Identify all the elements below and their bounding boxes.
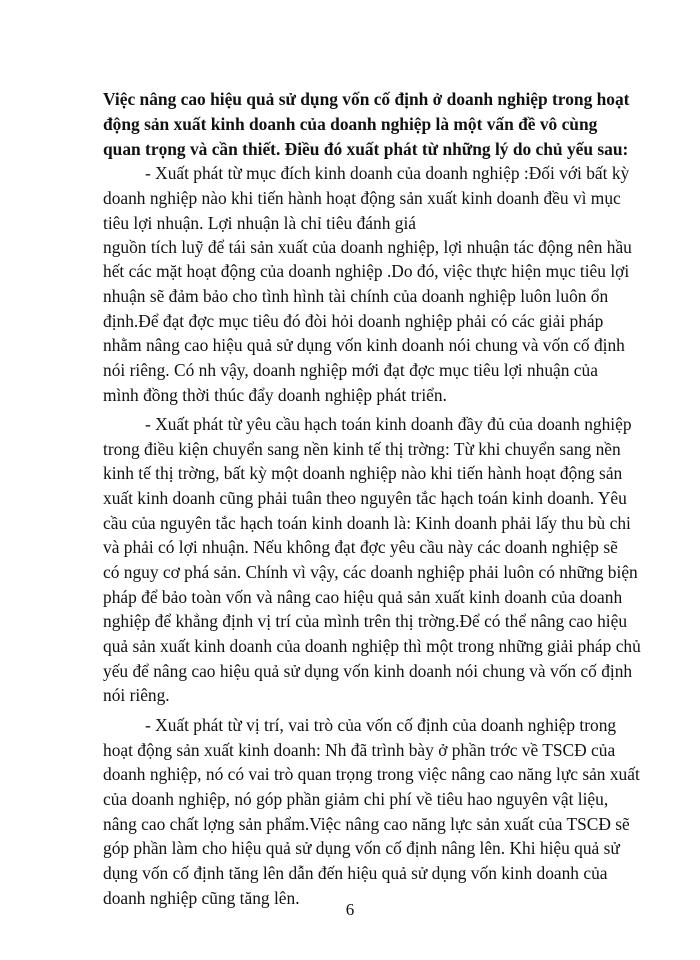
text-line: nhuận sẽ đảm bảo cho tình hình tài chính của doanh nghiệp luôn luôn ổn: [103, 286, 609, 306]
text-line: hoạt động sản xuất kinh doanh: Nh đã trình bày ở phần trớc về TSCĐ của: [103, 740, 616, 760]
text-line: mình đồng thời thúc đẩy doanh nghiệp phát triển.: [103, 385, 447, 405]
text-line: quan trọng và cần thiết. Điều đó xuất phát từ những lý do chủ yếu sau:: [103, 139, 629, 159]
text-line: doanh nghiệp nào khi tiến hành hoạt động sản xuất kinh doanh đều vì mục: [103, 188, 621, 208]
text-line: cầu của nguyên tắc hạch toán kinh doanh là: Kinh doanh phải lấy thu bù chi: [103, 513, 631, 533]
text-line: kinh tế thị trờng, bất kỳ một doanh nghiệp nào khi tiến hành hoạt động sản: [103, 463, 623, 483]
text-line: hết các mặt hoạt động của doanh nghiệp .Do đó, việc thực hiện mục tiêu lợi: [103, 261, 630, 281]
text-line: nghiệp để khẳng định vị trí của mình trên thị trờng.Để có thể nâng cao hiệu: [103, 611, 628, 631]
text-line: động sản xuất kinh doanh của doanh nghiệp là một vấn đề vô cùng: [103, 114, 598, 134]
text-line: xuất kinh doanh cũng phải tuân theo nguyên tắc hạch toán kinh doanh. Yêu: [103, 488, 627, 508]
text-line: của doanh nghiệp, nó góp phần giảm chi phí về tiêu hao nguyên vật liệu,: [103, 789, 609, 809]
text-line: - Xuất phát từ yêu cầu hạch toán kinh doanh đầy đủ của doanh nghiệp: [145, 414, 632, 434]
text-line: tiêu lợi nhuận. Lợi nhuận là chỉ tiêu đánh giá: [103, 213, 416, 233]
text-line: doanh nghiệp cũng tăng lên.: [103, 888, 300, 908]
text-line: nói riêng. Có nh vậy, doanh nghiệp mới đạt đợc mục tiêu lợi nhuận của: [103, 360, 598, 380]
text-line: pháp để bảo toàn vốn và nâng cao hiệu quả sản xuất kinh doanh của doanh: [103, 587, 623, 607]
text-line: quả sản xuất kinh doanh của doanh nghiệp thì một trong những giải pháp chủ: [103, 636, 641, 656]
text-line: nguồn tích luỹ để tái sản xuất của doanh nghiệp, lợi nhuận tác động nên hầu: [103, 237, 632, 257]
text-line: nâng cao chất lợng sản phẩm.Việc nâng cao năng lực sản xuất của TSCĐ sẽ: [103, 814, 630, 834]
text-line: góp phần làm cho hiệu quả sử dụng vốn cố định nâng lên. Khi hiệu quả sử: [103, 838, 620, 858]
page-number: 6: [345, 900, 355, 919]
text-line: nhằm nâng cao hiệu quả sử dụng vốn kinh doanh nói chung và vốn cố định: [103, 335, 625, 355]
text-line: yếu để nâng cao hiệu quả sử dụng vốn kinh doanh nói chung và vốn cố định: [103, 661, 633, 681]
text-line: và phải có lợi nhuận. Nếu không đạt đợc yêu cầu này các doanh nghiệp sẽ: [103, 537, 618, 557]
text-line: trong điều kiện chuyển sang nền kinh tế thị trờng: Từ khi chuyển sang nền: [103, 439, 621, 459]
text-line: - Xuất phát từ mục đích kinh doanh của doanh nghiệp :Đối với bất kỳ: [145, 163, 630, 183]
text-line: doanh nghiệp, nó có vai trò quan trọng trong việc nâng cao năng lực sản xuất: [103, 764, 640, 784]
text-line: định.Để đạt đợc mục tiêu đó đòi hỏi doanh nghiệp phải có các giải pháp: [103, 311, 604, 331]
text-line: nói riêng.: [103, 685, 170, 705]
text-line: dụng vốn cố định tăng lên dẫn đến hiệu quả sử dụng vốn kinh doanh của: [103, 863, 608, 883]
text-line: có nguy cơ phá sản. Chính vì vậy, các doanh nghiệp phải luôn có những biện: [103, 562, 638, 582]
text-line: - Xuất phát từ vị trí, vai trò của vốn cố định của doanh nghiệp trong: [145, 715, 617, 735]
text-line: Việc nâng cao hiệu quả sử dụng vốn cố định ở doanh nghiệp trong hoạt: [103, 89, 630, 109]
